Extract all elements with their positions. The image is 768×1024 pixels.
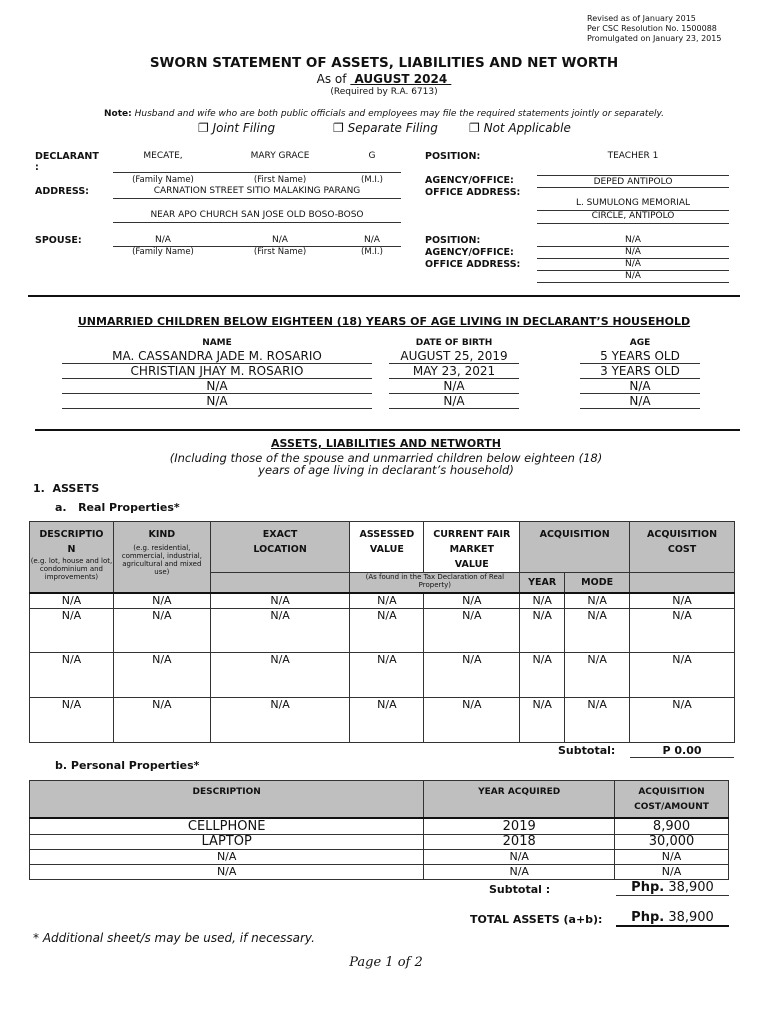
spouse-family-caption: (Family Name) — [132, 247, 194, 257]
joint-filing-label: Joint Filing — [212, 121, 276, 135]
cell: N/A — [520, 609, 565, 653]
child-name: N/A — [62, 379, 372, 394]
declarant-family-name: MECATE, — [143, 151, 183, 161]
section-divider — [35, 429, 740, 431]
header-cost-text: ACQUISITION — [647, 529, 718, 540]
header-cost-line-2: COST/AMOUNT — [634, 802, 709, 812]
header-fair-text: CURRENT FAIR — [433, 529, 511, 540]
personal-subtotal-currency: Php. — [631, 880, 665, 895]
total-assets-label: TOTAL ASSETS (a+b): — [470, 913, 603, 926]
child-dob: AUGUST 25, 2019 — [389, 349, 519, 364]
header-cost-text-2: COST — [667, 544, 697, 555]
cell: N/A — [424, 698, 520, 743]
position-label: POSITION: — [425, 151, 481, 162]
cell: N/A — [424, 653, 520, 698]
table-row — [30, 593, 735, 609]
cell: N/A — [565, 698, 630, 743]
real-properties-heading: a. Real Properties* — [55, 501, 180, 514]
cell: N/A — [113, 653, 210, 698]
child-name: N/A — [62, 394, 372, 409]
assets-title: ASSETS, LIABILITIES AND NETWORTH — [271, 437, 501, 450]
cell: N/A — [30, 864, 424, 879]
document-title: SWORN STATEMENT OF ASSETS, LIABILITIES AND NET WORTH — [149, 55, 619, 71]
child-dob: MAY 23, 2021 — [389, 364, 519, 379]
first-name-caption: (First Name) — [253, 175, 307, 185]
child-age: 3 YEARS OLD — [580, 364, 700, 379]
cell: N/A — [520, 653, 565, 698]
header-description: DESCRIPTION — [30, 781, 424, 818]
child-name: CHRISTIAN JHAY M. ROSARIO — [62, 364, 372, 379]
header-location — [210, 522, 350, 573]
mi-caption: (M.I.) — [361, 175, 383, 185]
cell: N/A — [565, 653, 630, 698]
header-location-text: EXACT — [262, 529, 298, 540]
cell: 30,000 — [615, 834, 729, 849]
cell: N/A — [30, 698, 114, 743]
agency-label: AGENCY/OFFICE: — [425, 175, 514, 186]
declarant-first-name: MARY GRACE — [250, 151, 310, 161]
declarant-position: TEACHER 1 — [607, 151, 659, 161]
real-properties-table — [29, 521, 735, 743]
cell: N/A — [30, 653, 114, 698]
not-applicable-option[interactable] — [469, 121, 571, 135]
address-line-1: CARNATION STREET SITIO MALAKING PARANG — [113, 186, 401, 199]
children-header-dob: DATE OF BIRTH — [415, 338, 493, 348]
promulgated-date: Promulgated on January 23, 2015 — [587, 34, 722, 43]
assets-section-heading: 1. ASSETS — [33, 482, 100, 495]
footnote: * Additional sheet/s may be used, if necessary. — [33, 931, 315, 945]
as-of-line — [0, 72, 768, 86]
header-acquisition-text: ACQUISITION — [539, 529, 610, 540]
total-assets-amount: 38,900 — [664, 910, 714, 925]
personal-subtotal-value — [616, 880, 729, 896]
header-year-acquired: YEAR ACQUIRED — [424, 781, 615, 818]
header-year: YEAR — [520, 573, 565, 593]
cell: 2018 — [424, 834, 615, 849]
office-address-line-1: L. SUMULONG MEMORIAL — [537, 198, 729, 211]
revised-date: Revised as of January 2015 — [587, 14, 696, 23]
declarant-agency: DEPED ANTIPOLO — [537, 175, 729, 187]
table-row — [30, 653, 735, 698]
spouse-agency-label: AGENCY/OFFICE: — [425, 247, 514, 258]
separate-filing-label: Separate Filing — [347, 121, 438, 135]
cell: N/A — [350, 609, 424, 653]
cell: N/A — [424, 609, 520, 653]
note-text: Husband and wife who are both public officials and employees may file the required statements jointly or separately. — [134, 109, 664, 119]
child-age: N/A — [580, 394, 700, 409]
header-cost-bottom — [630, 573, 735, 593]
declarant-label: DECLARANT — [35, 151, 99, 162]
child-age: 5 YEARS OLD — [580, 349, 700, 364]
cell: N/A — [630, 653, 735, 698]
cell: N/A — [210, 593, 350, 609]
section-divider — [28, 295, 740, 297]
required-by: (Required by R.A. 6713) — [330, 87, 438, 97]
cell: N/A — [210, 653, 350, 698]
cell: N/A — [424, 849, 615, 864]
checkbox-icon: ❐ — [469, 121, 480, 135]
cell: N/A — [210, 698, 350, 743]
header-kind-text: KIND — [148, 529, 176, 540]
header-tax-note: (As found in the Tax Declaration of Real Property) — [350, 573, 520, 593]
table-row — [30, 609, 735, 653]
children-header-age: AGE — [629, 338, 651, 348]
header-description-text-2: N — [67, 544, 76, 555]
personal-subtotal-label: Subtotal : — [489, 883, 551, 896]
header-fair-text-3: VALUE — [454, 559, 489, 570]
cell: 2019 — [424, 818, 615, 835]
assets-subtitle-2: years of age living in declarant’s household) — [258, 463, 514, 477]
not-applicable-label: Not Applicable — [483, 121, 571, 135]
office-top-line — [537, 187, 729, 188]
header-acquisition — [520, 522, 630, 573]
spouse-family-name: N/A — [155, 235, 171, 245]
spouse-position: N/A — [537, 235, 729, 247]
cell: 8,900 — [615, 818, 729, 835]
assets-subtitle-1: (Including those of the spouse and unmarried children below eighteen (18) — [169, 451, 603, 465]
address-label: ADDRESS: — [35, 186, 89, 197]
office-address-line-2: CIRCLE, ANTIPOLO — [537, 211, 729, 224]
table-row — [30, 864, 729, 879]
note-line — [0, 109, 768, 119]
personal-properties-heading: b. Personal Properties* — [55, 759, 200, 772]
spouse-first-caption: (First Name) — [253, 247, 307, 257]
child-dob: N/A — [389, 394, 519, 409]
header-kind-note: (e.g. residential, commercial, industrial, agricultural and mixed use) — [121, 544, 202, 576]
note-label: Note: — [104, 109, 132, 119]
cell: N/A — [113, 609, 210, 653]
spouse-office-1: N/A — [537, 259, 729, 271]
cell: N/A — [615, 849, 729, 864]
header-location-bottom — [210, 573, 350, 593]
total-assets-value — [616, 910, 729, 927]
cell: N/A — [30, 593, 114, 609]
cell: N/A — [350, 653, 424, 698]
cell: N/A — [565, 609, 630, 653]
as-of-value: AUGUST 2024 — [350, 72, 452, 86]
table-row — [30, 818, 729, 835]
header-acquisition-cost — [630, 522, 735, 573]
cell: N/A — [565, 593, 630, 609]
table-row — [30, 849, 729, 864]
header-assessed — [350, 522, 424, 573]
real-subtotal-label: Subtotal: — [558, 744, 616, 757]
cell: N/A — [350, 698, 424, 743]
cell: N/A — [424, 864, 615, 879]
declarant-name-underline — [113, 172, 401, 173]
header-kind — [113, 522, 210, 593]
cell: N/A — [424, 593, 520, 609]
separate-filing-option[interactable] — [333, 121, 438, 135]
table-row — [30, 698, 735, 743]
spouse-position-label: POSITION: — [425, 235, 481, 246]
joint-filing-option[interactable] — [198, 121, 275, 135]
resolution-number: Per CSC Resolution No. 1500088 — [587, 24, 717, 33]
header-fair-text-2: MARKET — [449, 544, 495, 555]
cell: N/A — [113, 698, 210, 743]
cell: N/A — [113, 593, 210, 609]
header-assessed-text-2: VALUE — [369, 544, 404, 555]
header-description — [30, 522, 114, 593]
spouse-label: SPOUSE: — [35, 235, 82, 246]
child-age: N/A — [580, 379, 700, 394]
declarant-mi: G — [368, 151, 376, 161]
child-dob: N/A — [389, 379, 519, 394]
header-fair-value — [424, 522, 520, 573]
family-name-caption: (Family Name) — [132, 175, 194, 185]
cell: N/A — [210, 609, 350, 653]
cell: N/A — [615, 864, 729, 879]
spouse-agency: N/A — [537, 247, 729, 259]
spouse-mi: N/A — [364, 235, 380, 245]
checkbox-icon: ❐ — [333, 121, 344, 135]
revision-info — [587, 14, 721, 44]
header-mode: MODE — [565, 573, 630, 593]
office-address-label: OFFICE ADDRESS: — [425, 187, 521, 198]
real-subtotal-value: P 0.00 — [630, 744, 734, 758]
cell: N/A — [30, 849, 424, 864]
cell: CELLPHONE — [30, 818, 424, 835]
table-row — [30, 834, 729, 849]
personal-subtotal-amount: 38,900 — [664, 880, 714, 895]
address-line-2: NEAR APO CHURCH SAN JOSE OLD BOSO-BOSO — [113, 210, 401, 223]
children-header-name: NAME — [202, 338, 232, 348]
personal-properties-table — [29, 780, 729, 880]
as-of-label: As of — [316, 72, 347, 86]
cell: LAPTOP — [30, 834, 424, 849]
header-assessed-text: ASSESSED — [359, 529, 415, 540]
spouse-mi-caption: (M.I.) — [361, 247, 383, 257]
header-description-text: DESCRIPTIO — [39, 529, 104, 540]
cell: N/A — [520, 593, 565, 609]
cell: N/A — [350, 593, 424, 609]
checkbox-icon: ❐ — [198, 121, 209, 135]
spouse-first-name: N/A — [272, 235, 288, 245]
cell: N/A — [630, 698, 735, 743]
cell: N/A — [630, 593, 735, 609]
cell: N/A — [520, 698, 565, 743]
cell: N/A — [630, 609, 735, 653]
header-acquisition-cost — [615, 781, 729, 818]
spouse-office-2: N/A — [537, 271, 729, 283]
children-title: UNMARRIED CHILDREN BELOW EIGHTEEN (18) YEARS OF AGE LIVING IN DECLARANT’S HOUSEHOLD — [77, 315, 691, 328]
page-number: Page 1 of 2 — [349, 955, 423, 970]
header-cost-line-1: ACQUISITION — [638, 787, 705, 797]
spouse-office-label: OFFICE ADDRESS: — [425, 259, 521, 270]
child-name: MA. CASSANDRA JADE M. ROSARIO — [62, 349, 372, 364]
header-description-note: (e.g. lot, house and lot, condominium and improvements) — [30, 557, 113, 581]
total-assets-currency: Php. — [631, 910, 665, 925]
declarant-colon: : — [35, 162, 39, 173]
cell: N/A — [30, 609, 114, 653]
header-location-text-2: LOCATION — [253, 544, 307, 555]
